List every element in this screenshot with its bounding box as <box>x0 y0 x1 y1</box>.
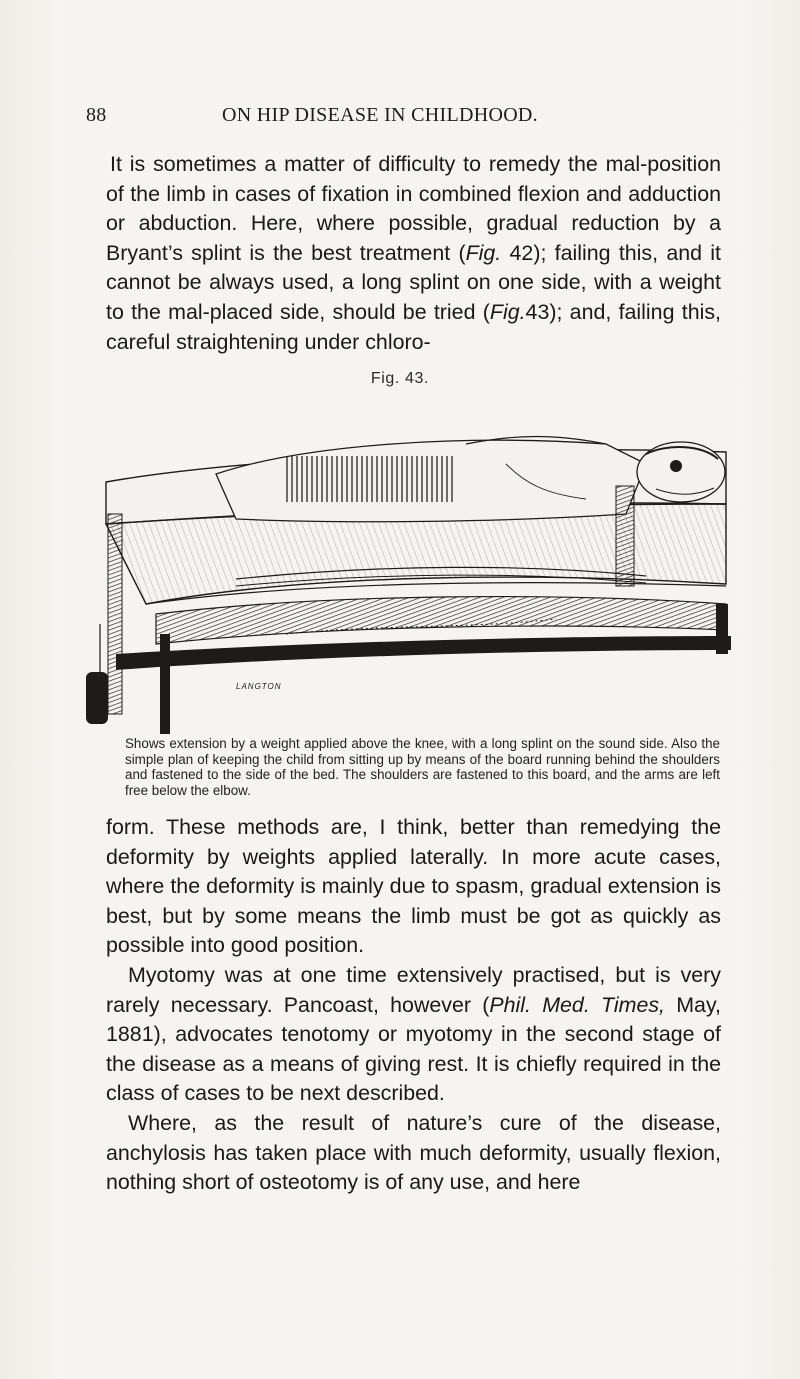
figure-label: Fig. 43. <box>370 370 430 387</box>
paragraph-form: form. These methods are, I think, better than remedying the deformity by weights applied laterally. In more acute cases, where the deformity is mainly due to spasm, gradual extension is best, but by some means the limb must be got as quickly as possible into good position. <box>106 815 721 958</box>
paragraph-top-part1: It is sometimes a matter of difficulty to remedy the mal-position of the limb in cases of fixation in combined flexion and adduction or abduction. Here, where possible, gradual reduction by a Bryant’s splint is the best treatment ( <box>106 152 721 265</box>
fig-ref-42: Fig. <box>465 240 502 265</box>
paragraph-top <box>106 150 721 357</box>
fig-ref-43: Fig. <box>489 299 526 324</box>
paragraph-top-text <box>106 150 721 357</box>
running-title: ON HIP DISEASE IN CHILDHOOD. <box>222 104 538 126</box>
paragraph-myotomy-part1: Myotomy was at one time extensively practised, but is very rarely necessary. Pancoast, however ( <box>106 962 721 1017</box>
citation-phil-med-times: Phil. Med. Times, <box>489 992 665 1017</box>
figure-illustration <box>86 404 736 752</box>
figure-caption: Shows extension by a weight applied above the knee, with a long splint on the sound side. Also the simple plan of keeping the child from sitting up by means of the board running behind the shoulders and fastened to the side of the bed. The shoulders are fastened to this board, and the arms are left free below the elbow. <box>125 736 720 798</box>
engraving-svg <box>86 404 736 734</box>
paragraph-top-part2: 42); failing this, and it cannot be always used, a long splint on one side, with a weight to the mal-placed side, should be tried ( <box>106 240 721 324</box>
paragraph-bottom <box>106 813 721 1198</box>
paragraph-myotomy <box>106 961 721 1109</box>
paragraph-myotomy-part2: May, 1881), advocates tenotomy or myotomy in the second stage of the disease as a means of giving rest. It is chiefly required in the class of cases to be next described. <box>106 992 721 1106</box>
extension-weight <box>86 624 108 724</box>
engraver-signature: LANGTON <box>236 682 282 691</box>
page-number: 88 <box>86 104 107 126</box>
paragraph-anchylosis: Where, as the result of nature’s cure of the disease, anchylosis has taken place with much deformity, usually flexion, nothing short of osteotomy is of any use, and here <box>106 1110 721 1195</box>
paragraph-top-part3: 43); and, failing this, careful straightening under chloro- <box>106 299 721 354</box>
